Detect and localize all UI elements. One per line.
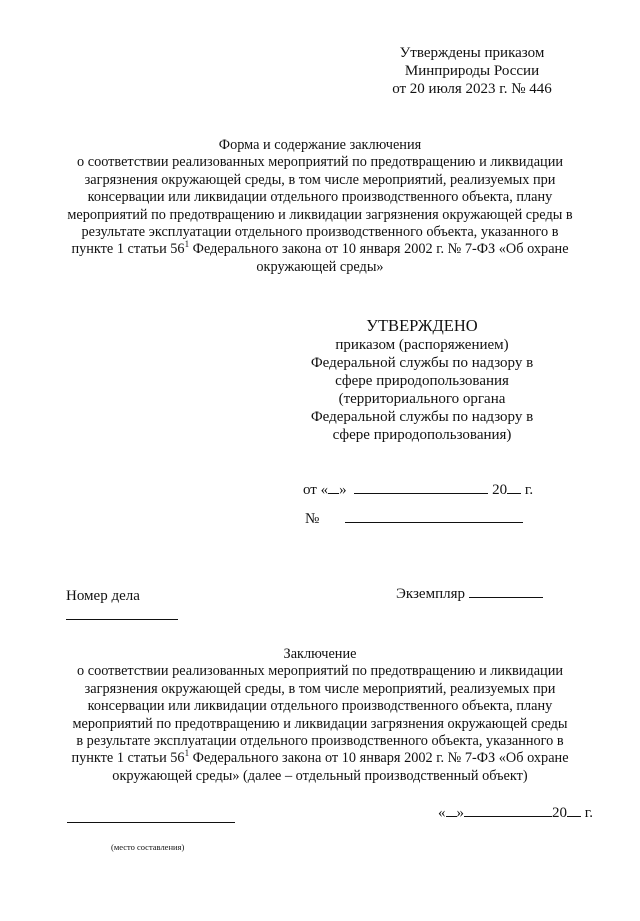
number-blank[interactable] [345,521,523,523]
approval-header [382,44,562,98]
law-reference-rest: Федерального закона от 10 января 2002 г. № 7-ФЗ «Об охране [189,241,569,258]
copy-row [396,585,543,603]
date-prefix: от « [303,482,329,498]
form-title-block [40,137,600,276]
conclusion-line: загрязнения окружающей среды, в том числе мероприятий, реализуемых при [84,680,556,697]
form-title-line: окружающей среды» [256,258,384,275]
conclusion-block [40,646,600,785]
case-number-label: Номер дела [66,588,140,604]
day-blank[interactable] [328,492,339,494]
day-blank[interactable] [446,815,457,817]
form-title-law-line [40,241,600,258]
conclusion-line: окружающей среды» (далее – отдельный производственный объект) [112,767,528,784]
law-reference: пункте 1 статьи 56 [71,750,185,767]
conclusion-line: о соответствии реализованных мероприятий по предотвращению и ликвидации [77,663,563,680]
form-title-line: консервации или ликвидации отдельного производственного объекта, плану [87,189,553,206]
month-blank[interactable] [354,492,488,494]
form-title-line: загрязнения окружающей среды, в том числе мероприятий, реализуемых при [84,171,556,188]
header-line: Минприроды России [404,63,540,79]
copy-label: Экземпляр [396,586,465,602]
number-label: № [305,511,320,527]
date-suffix: г. [584,805,593,821]
date-close: » [456,805,464,821]
conclusion-line: мероприятий по предотвращению и ликвидации загрязнения окружающей среды [72,715,568,732]
conclusion-law-line [40,750,600,767]
approved-block [290,315,554,444]
conclusion-line: в результате эксплуатации отдельного производственного объекта, указанного в [76,733,564,750]
date-day-close: » [339,482,347,498]
approval-date-row [303,481,533,499]
date-open: « [438,805,446,821]
approved-line: Федеральной службы по надзору в [310,355,534,371]
header-line: от 20 июля 2023 г. № 446 [392,81,552,97]
header-line: Утверждены приказом [399,45,545,61]
place-caption: (место составления) [111,842,185,852]
date-year-prefix: 20 [492,482,508,498]
approved-line: сфере природопользования) [332,427,512,443]
form-title-line: результате эксплуатации отдельного производственного объекта, указанного в [81,224,559,241]
law-superscript: 1 [184,748,190,759]
approval-number-row [305,510,523,528]
law-reference-rest: Федерального закона от 10 января 2002 г. № 7-ФЗ «Об охране [189,750,569,767]
law-superscript: 1 [184,239,190,250]
year-blank[interactable] [507,492,521,494]
approved-line: сфере природопользования [335,373,509,389]
case-number-blank[interactable] [66,619,178,620]
approved-line: Федеральной службы по надзору в [310,409,534,425]
date-suffix: г. [524,482,534,498]
place-blank[interactable] [67,822,235,823]
form-title-heading: Форма и содержание заключения [218,137,422,153]
month-blank[interactable] [464,815,552,817]
form-title-line: мероприятий по предотвращению и ликвидации загрязнения окружающей среды в [67,206,573,223]
copy-blank[interactable] [469,596,543,598]
date-year-prefix: 20 [552,805,567,821]
approved-line: (территориального органа [338,391,506,407]
conclusion-line: консервации или ликвидации отдельного производственного объекта, плану [87,698,553,715]
approved-line: приказом (распоряжением) [335,337,509,353]
conclusion-title: Заключение [283,646,357,662]
law-reference: пункте 1 статьи 56 [71,241,185,258]
form-title-line: о соответствии реализованных мероприятий по предотвращению и ликвидации [77,154,563,171]
conclusion-date-row [438,804,593,822]
year-blank[interactable] [567,815,581,817]
approved-title: УТВЕРЖДЕНО [366,316,478,335]
